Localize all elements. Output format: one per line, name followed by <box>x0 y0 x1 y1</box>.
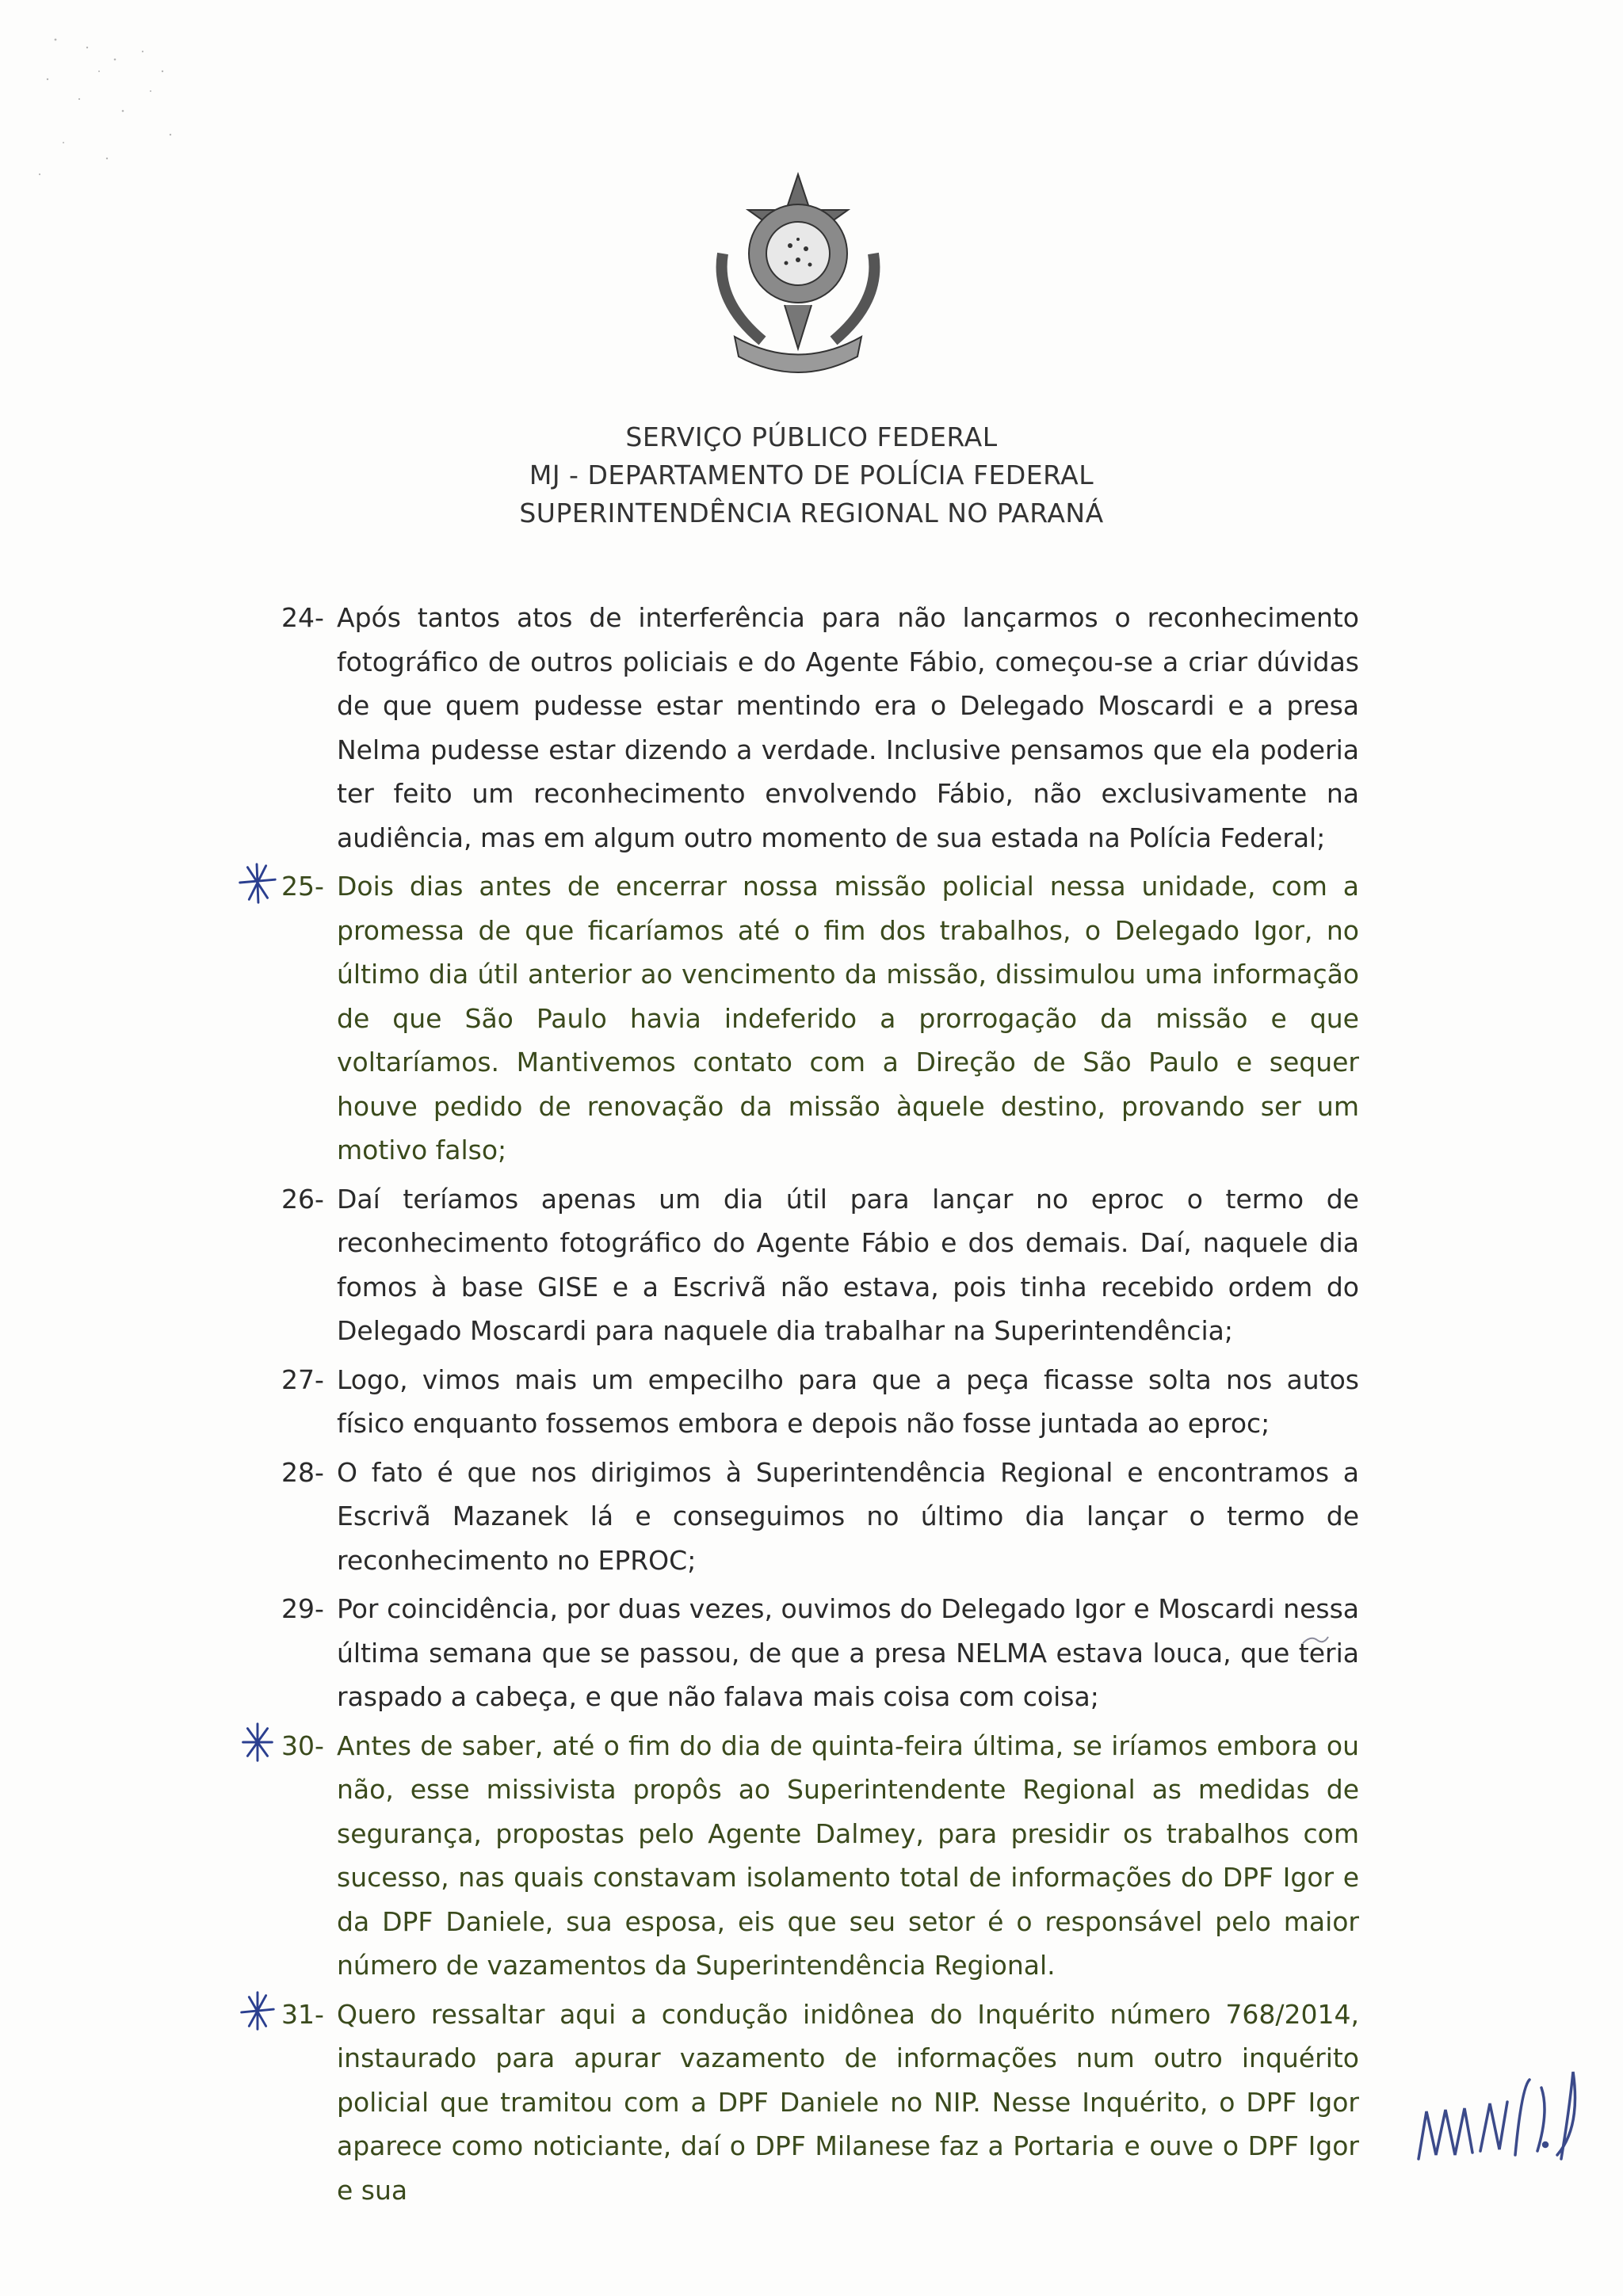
header-line-superintendency: SUPERINTENDÊNCIA REGIONAL NO PARANÁ <box>519 498 1104 528</box>
item-number: 31- <box>281 1998 324 2030</box>
list-item <box>281 1358 1359 1446</box>
list-item <box>281 864 1359 1173</box>
list-item <box>281 1177 1359 1353</box>
list-item <box>281 1587 1359 1719</box>
asterisk-mark-icon <box>234 860 280 906</box>
item-number: 28- <box>281 1456 324 1488</box>
item-text: Dois dias antes de encerrar nossa missão policial nessa unidade, com a promessa de que ficaríamos até o fim dos trabalhos, o Delegado Igor, no último dia útil anterior ao vencimento da missão, dissimulou uma informação de que São Paulo havia indeferido a prorrogação da missão e que voltaríamos. Mantivemos contato com a Direção de São Paulo e sequer houve pedido de renovação da missão àquele destino, provando ser um motivo falso; <box>337 871 1359 1165</box>
item-text: Após tantos atos de interferência para não lançarmos o reconhecimento fotográfico de outros policiais e do Agente Fábio, começou-se a criar dúvidas de que quem pudesse estar mentindo era o Delegado Moscardi e a presa Nelma pudesse estar dizendo a verdade. Inclusive pensamos que ela poderia ter feito um reconhecimento envolvendo Fábio, não exclusivamente na audiência, mas em algum outro momento de sua estada na Polícia Federal; <box>337 602 1359 853</box>
list-item <box>281 1993 1359 2213</box>
asterisk-mark-icon <box>234 1719 280 1765</box>
item-text: Por coincidência, por duas vezes, ouvimos do Delegado Igor e Moscardi nessa última semana que se passou, de que a presa NELMA estava louca, que teria raspado a cabeça, e que não falava mais coisa com coisa; <box>337 1593 1359 1712</box>
asterisk-mark-icon <box>234 1988 280 2034</box>
coat-of-arms-seal <box>691 166 905 396</box>
scan-specks <box>32 24 190 198</box>
item-text: Daí teríamos apenas um dia útil para lançar no eproc o termo de reconhecimento fotográfico do Agente Fábio e dos demais. Daí, naquele dia fomos à base GISE e a Escrivã não estava, pois tinha recebido ordem do Delegado Moscardi para naquele dia trabalhar na Superintendência; <box>337 1183 1359 1346</box>
item-number: 26- <box>281 1183 324 1215</box>
pen-tick-mark <box>1300 1632 1331 1648</box>
header-line-department: MJ - DEPARTAMENTO DE POLÍCIA FEDERAL <box>529 460 1094 490</box>
item-text: Logo, vimos mais um empecilho para que a peça ficasse solta nos autos físico enquanto fossemos embora e depois não fosse juntada ao eproc; <box>337 1363 1359 1439</box>
document-header <box>0 418 1623 532</box>
item-number: 25- <box>281 871 324 902</box>
list-item <box>281 1451 1359 1583</box>
item-number: 27- <box>281 1363 324 1395</box>
item-number: 29- <box>281 1593 324 1624</box>
header-line-service: SERVIÇO PÚBLICO FEDERAL <box>625 421 998 452</box>
item-number: 30- <box>281 1730 324 1761</box>
item-number: 24- <box>281 602 324 633</box>
numbered-list <box>281 596 1359 2212</box>
item-text: O fato é que nos dirigimos à Superintendência Regional e encontramos a Escrivã Mazanek lá e conseguimos no último dia lançar o termo de reconhecimento no EPROC; <box>337 1456 1359 1576</box>
list-item <box>281 1724 1359 1988</box>
item-text: Quero ressaltar aqui a condução inidônea do Inquérito número 768/2014, instaurado para apurar vazamento de informações num outro inquérito policial que tramitou com a DPF Daniele no NIP. Nesse Inquérito, o DPF Igor aparece como noticiante, daí o DPF Milanese faz a Portaria e ouve o DPF Igor e sua <box>337 1998 1359 2206</box>
list-item <box>281 596 1359 860</box>
item-text: Antes de saber, até o fim do dia de quinta-feira última, se iríamos embora ou não, esse missivista propôs ao Superintendente Regional as medidas de segurança, propostas pelo Agente Dalmey, para presidir os trabalhos com sucesso, nas quais constavam isolamento total de informações do DPF Igor e da DPF Daniele, sua esposa, eis que seu setor é o responsável pelo maior número de vazamentos da Superintendência Regional. <box>337 1730 1359 1981</box>
handwritten-signature <box>1411 2056 1593 2175</box>
